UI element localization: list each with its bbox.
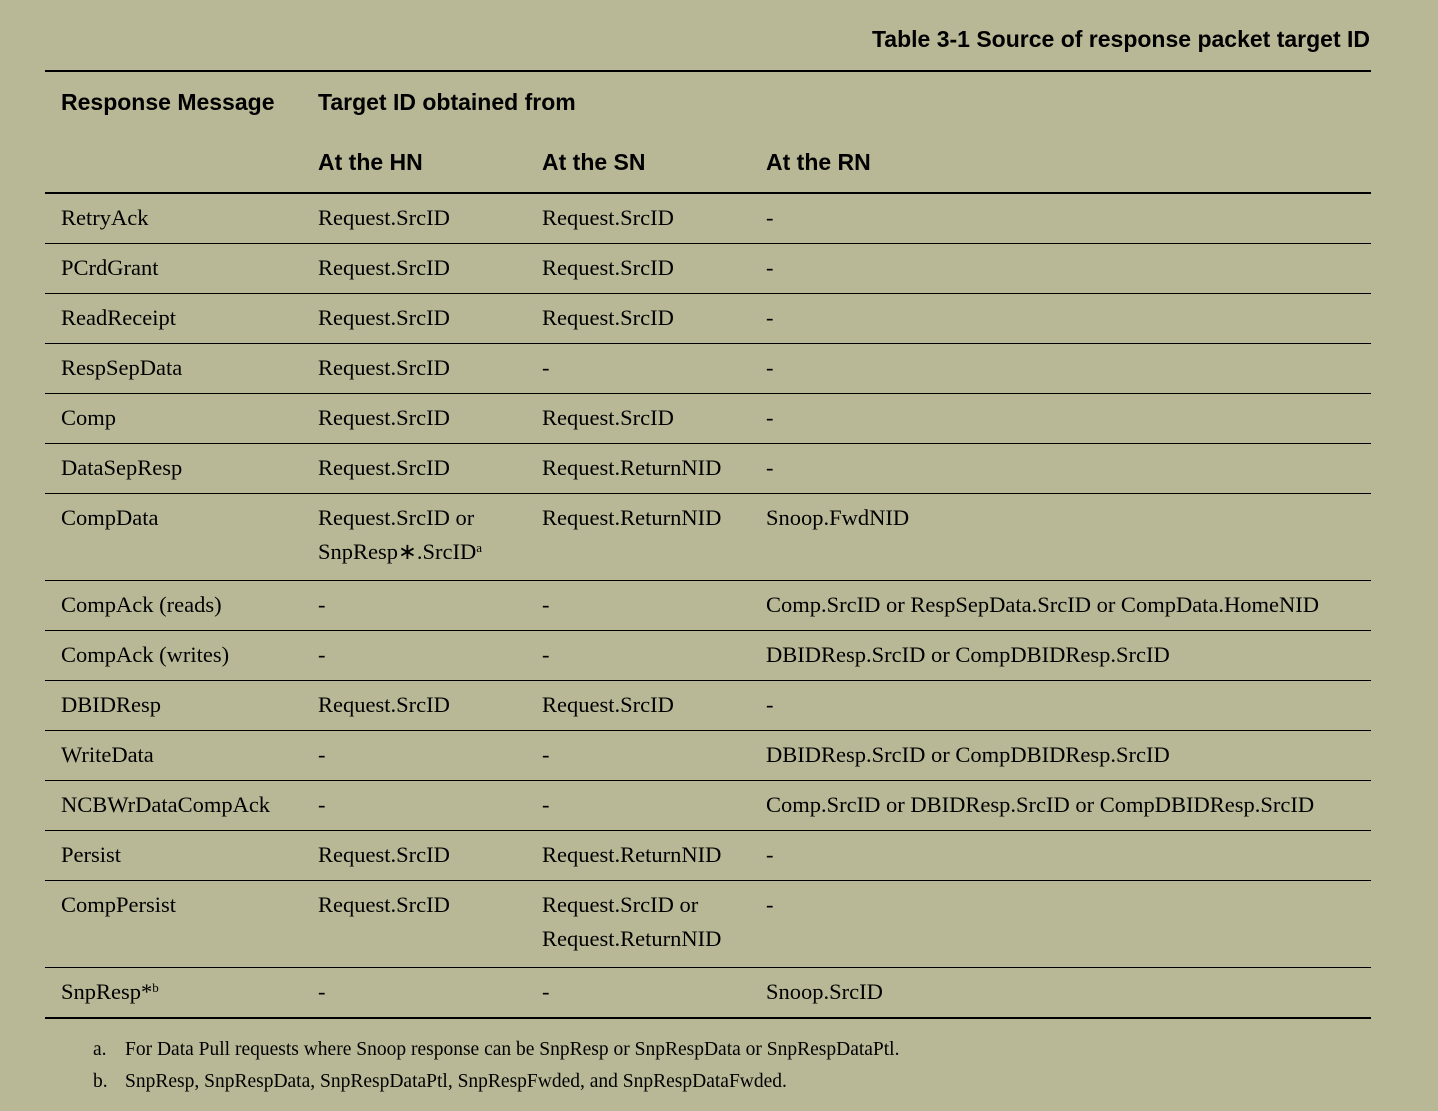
table-row (45, 344, 1371, 394)
cell-sn: Request.SrcID (526, 681, 750, 731)
cell-message: CompAck (reads) (45, 581, 302, 631)
table-row (45, 394, 1371, 444)
footnote-ref-b: b (152, 980, 159, 995)
table-row (45, 681, 1371, 731)
cell-message: DataSepResp (45, 444, 302, 494)
cell-message-text: SnpResp* (61, 979, 153, 1004)
cell-hn-line-2 (318, 535, 526, 569)
cell-message: Persist (45, 831, 302, 881)
cell-rn: Snoop.SrcID (750, 968, 1371, 1019)
cell-rn: - (750, 294, 1371, 344)
cell-rn: Comp.SrcID or DBIDResp.SrcID or CompDBIDResp.SrcID (750, 781, 1371, 831)
cell-sn: Request.SrcID (526, 294, 750, 344)
cell-message: Comp (45, 394, 302, 444)
cell-message: NCBWrDataCompAck (45, 781, 302, 831)
cell-sn: - (526, 731, 750, 781)
cell-sn: - (526, 781, 750, 831)
cell-sn: Request.ReturnNID (526, 831, 750, 881)
cell-sn: - (526, 631, 750, 681)
footnote-mark: b. (93, 1071, 108, 1092)
cell-hn: Request.SrcID (302, 831, 526, 881)
cell-sn-line-1: Request.SrcID or (542, 892, 699, 917)
cell-hn: Request.SrcID (302, 294, 526, 344)
table-row (45, 193, 1371, 244)
table-row (45, 968, 1371, 1019)
header-row-1 (45, 71, 1371, 132)
cell-sn: Request.ReturnNID (526, 494, 750, 581)
cell-hn-line-1: Request.SrcID or (318, 505, 475, 530)
cell-message: CompData (45, 494, 302, 581)
footnote-text: For Data Pull requests where Snoop response can be SnpResp or SnpRespData or SnpRespDataPtl. (125, 1039, 900, 1060)
footnote-mark: a. (93, 1039, 107, 1060)
footnote-a (93, 1034, 899, 1066)
cell-message: DBIDResp (45, 681, 302, 731)
cell-sn: Request.SrcID (526, 394, 750, 444)
table-row (45, 581, 1371, 631)
cell-hn: Request.SrcID (302, 244, 526, 294)
header-at-hn: At the HN (302, 132, 526, 193)
cell-rn: DBIDResp.SrcID or CompDBIDResp.SrcID (750, 731, 1371, 781)
cell-hn: - (302, 731, 526, 781)
table-row (45, 444, 1371, 494)
cell-message: PCrdGrant (45, 244, 302, 294)
cell-message: RetryAck (45, 193, 302, 244)
header-response-message: Response Message (45, 71, 302, 132)
cell-message: WriteData (45, 731, 302, 781)
header-at-rn: At the RN (750, 132, 1371, 193)
header-row-2 (45, 132, 1371, 193)
cell-sn (526, 881, 750, 968)
footnote-b (93, 1066, 899, 1098)
cell-hn (302, 494, 526, 581)
cell-rn: - (750, 244, 1371, 294)
cell-rn: - (750, 881, 1371, 968)
cell-message (45, 968, 302, 1019)
header-empty (45, 132, 302, 193)
cell-sn: Request.ReturnNID (526, 444, 750, 494)
cell-message: RespSepData (45, 344, 302, 394)
cell-rn: - (750, 444, 1371, 494)
cell-hn: Request.SrcID (302, 681, 526, 731)
table-row (45, 244, 1371, 294)
table-row (45, 881, 1371, 968)
table-row (45, 631, 1371, 681)
cell-hn: - (302, 631, 526, 681)
table-row (45, 294, 1371, 344)
cell-sn: Request.SrcID (526, 244, 750, 294)
table-row (45, 731, 1371, 781)
response-target-table (45, 70, 1371, 1019)
cell-message: ReadReceipt (45, 294, 302, 344)
cell-rn: Snoop.FwdNID (750, 494, 1371, 581)
cell-hn: - (302, 581, 526, 631)
cell-rn: - (750, 681, 1371, 731)
table-caption: Table 3-1 Source of response packet target ID (871, 26, 1370, 52)
cell-rn: - (750, 394, 1371, 444)
cell-sn-line-2: Request.ReturnNID (542, 926, 722, 951)
cell-hn: Request.SrcID (302, 394, 526, 444)
cell-hn: - (302, 968, 526, 1019)
footnotes (93, 1034, 899, 1098)
cell-hn: Request.SrcID (302, 444, 526, 494)
cell-sn: - (526, 968, 750, 1019)
cell-hn: - (302, 781, 526, 831)
header-target-id-group: Target ID obtained from (302, 71, 1371, 132)
cell-rn: - (750, 193, 1371, 244)
cell-rn: DBIDResp.SrcID or CompDBIDResp.SrcID (750, 631, 1371, 681)
footnote-text: SnpResp, SnpRespData, SnpRespDataPtl, SnpRespFwded, and SnpRespDataFwded. (125, 1071, 787, 1092)
table-row (45, 781, 1371, 831)
cell-hn-line-2-text: SnpResp∗.SrcID (318, 539, 477, 564)
cell-rn: Comp.SrcID or RespSepData.SrcID or CompData.HomeNID (750, 581, 1371, 631)
table-row (45, 494, 1371, 581)
header-at-sn: At the SN (526, 132, 750, 193)
cell-message: CompAck (writes) (45, 631, 302, 681)
cell-rn: - (750, 344, 1371, 394)
table-row (45, 831, 1371, 881)
cell-rn: - (750, 831, 1371, 881)
footnote-ref-a: a (476, 540, 483, 555)
cell-hn: Request.SrcID (302, 881, 526, 968)
cell-message: CompPersist (45, 881, 302, 968)
cell-sn: - (526, 344, 750, 394)
cell-hn: Request.SrcID (302, 193, 526, 244)
cell-sn: Request.SrcID (526, 193, 750, 244)
cell-sn: - (526, 581, 750, 631)
cell-hn: Request.SrcID (302, 344, 526, 394)
